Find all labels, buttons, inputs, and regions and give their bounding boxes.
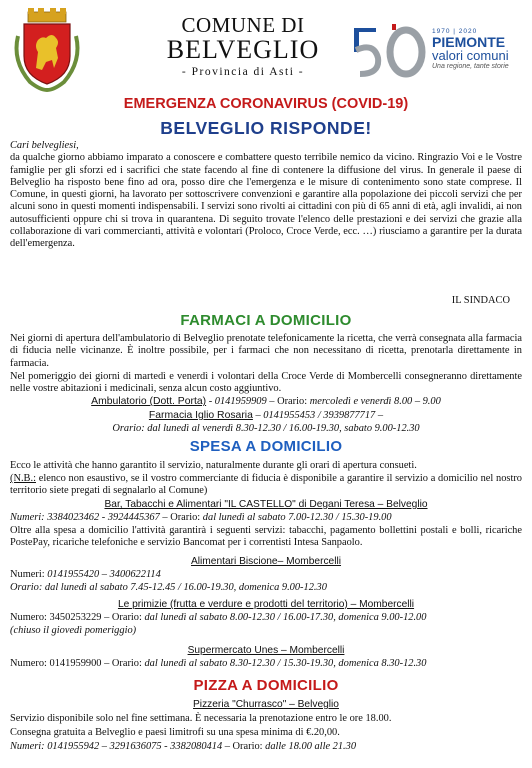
piemonte-tagline: Una regione, tante storie	[432, 63, 509, 70]
pizza-paragraph-1: Servizio disponibile solo nel fine settimana. È necessaria la prenotazione entro le ore 18.00.	[10, 713, 392, 724]
store-unes-line: Numero: 0141959900 – Orario:	[10, 658, 145, 669]
nb-label: (N.B.:	[10, 473, 36, 484]
pizzeria-name: Pizzeria "Churrasco" – Belveglio	[193, 699, 339, 710]
piemonte-50-logo-icon	[352, 22, 432, 78]
farmacia-phone: – 0141955453 / 3939877717 –	[252, 410, 384, 421]
store-castello-services: Oltre alla spesa a domicilio l'attività garantirà i seguenti servizi: tabacchi, pagamento bollettini postali e bolli, ricariche PostePay, ricariche telefoniche e servizio Bancomat per i correntisti Intesa Sanpaolo.	[10, 525, 522, 549]
store-biscione-name: Alimentari Biscione– Mombercelli	[190, 556, 342, 567]
piemonte-years: 1970 | 2020	[432, 28, 478, 35]
intro-letter	[10, 140, 522, 251]
province-label: - Provincia di Asti -	[181, 66, 305, 78]
municipality-title	[140, 14, 346, 80]
piemonte-subtitle: valori comuni	[432, 48, 509, 63]
responds-heading: BELVEGLIO RISPONDE!	[160, 118, 372, 138]
pizza-contact	[10, 741, 522, 754]
pizza-hours-label: – Orario:	[222, 741, 266, 752]
coat-of-arms-icon	[8, 6, 86, 92]
pizza-numbers: Numeri: 0141955942 – 3291636075 - 3382080414	[10, 741, 223, 752]
signature: IL SINDACO	[451, 295, 510, 306]
spesa-note-text: elenco non esaustivo, se il vostro commerciante di fiducia è disponibile a garantire il servizio a domicilio nel nostro territorio siete pregati di segnalarlo al Comune)	[10, 473, 522, 497]
letter-body: da qualche giorno abbiamo imparato a conoscere e combattere questo terribile nemico da vicino. Ringrazio Voi e le Vostre famiglie per gli sforzi ed i sacrifici che state facendo al fine di contenere la diffusione del virus. In generale il paese di Belveglio ha risposto bene fino ad ora, posso dire che l'emergenza e le misure di contenimento sono state comprese. Il Comune, in questi giorni, ha lavorato per sottoscrivere convenzioni e garantire alla popolazione dei piccoli servizi che per alcuni sono in questi momenti indispensabili. I servizi sono rivolti ai cittadini con più di 65 anni di età, agli invalidi, ai non autosufficienti oppure chi si trova in quarantena. Di seguito trovate l'elenco delle prestazioni e dei servizi che grazie alla collaborazione di vari commercianti, attività e volontari (Proloco, Croce Verde, ecc. …) riusciamo a garantire per la durata dell'emergenza.	[10, 152, 522, 250]
store-castello-numbers: Numeri: 3384023462 - 3924445367	[10, 512, 160, 523]
ambulatorio-line	[10, 396, 522, 409]
comune-label: COMUNE DI	[181, 13, 305, 37]
store-unes-info	[10, 658, 522, 671]
store-biscione-numbers	[10, 569, 522, 582]
farmacia-name: Farmacia Iglio Rosaria	[148, 410, 253, 421]
spesa-note	[10, 473, 522, 498]
spesa-heading: SPESA A DOMICILIO	[189, 438, 343, 455]
store-castello-info	[10, 512, 522, 525]
piemonte-name: PIEMONTE	[432, 34, 506, 50]
store-unes-name: Supermercato Unes – Mombercelli	[187, 645, 345, 656]
letter-greeting: Cari belvegliesi,	[10, 140, 79, 151]
store-primizie-name: Le primizie (frutta e verdure e prodotti del territorio) – Mombercelli	[117, 599, 415, 610]
pizza-paragraph-2: Consegna gratuita a Belveglio e paesi limitrofi su una spesa minima di €.20,00.	[10, 727, 340, 738]
ambulatorio-hours: mercoledì e venerdì 8.00 – 9.00	[309, 396, 441, 407]
ambulatorio-phone: - 0141959909	[206, 396, 267, 407]
town-name: BELVEGLIO	[166, 35, 320, 64]
store-biscione-numbers-value: 0141955420 – 3400622114	[47, 569, 161, 580]
farmaci-paragraph-1: Nei giorni di apertura dell'ambulatorio di Belveglio prenotate telefonicamente la ricetta, che verrà consegnata alla farmacia di fiducia nelle vicinanze. È inoltre possibile, per i farmaci che non necessitano di ricetta, prenotarla direttamente in farmacia.	[10, 333, 522, 369]
piemonte-brand	[432, 28, 530, 70]
emergency-heading: EMERGENZA CORONAVIRUS (COVID-19)	[123, 96, 409, 112]
store-primizie-hours: dal lunedì al sabato 8.00-12.30 / 16.00-17.30, domenica 9.00-12.00	[144, 612, 427, 623]
store-primizie-note: (chiuso il giovedì pomeriggio)	[10, 625, 137, 636]
store-castello-hours: dal lunedì al sabato 7.00-12.30 / 15.30-19.00	[202, 512, 392, 523]
farmacia-hours: Orario: dal lunedì al venerdì 8.30-12.30 / 16.00-19.30, sabato 9.00-12.30	[112, 423, 420, 434]
store-primizie-line: Numero: 3450253229 – Orario:	[10, 612, 145, 623]
store-castello-name: Bar, Tabacchi e Alimentari "IL CASTELLO" di Degani Teresa – Belveglio	[104, 499, 428, 510]
pizza-hours: dalle 18.00 alle 21.30	[265, 741, 357, 752]
farmacia-line	[10, 410, 522, 423]
store-castello-hours-label: – Orario:	[159, 512, 203, 523]
ambulatorio-name: Ambulatorio (Dott. Porta)	[91, 396, 207, 407]
farmaci-paragraph-2: Nel pomeriggio dei giorni di martedì e venerdì i volontari della Croce Verde di Mombercelli consegneranno direttamente nelle vostre abitazioni i medicinali, senza alcun costo aggiuntivo.	[10, 371, 522, 395]
pizza-heading: PIZZA A DOMICILIO	[193, 677, 339, 694]
store-biscione-hours: Orario: dal lunedì al sabato 7.45-12.45 / 16.00-19.30, domenica 9.00-12.30	[10, 582, 327, 593]
farmaci-heading: FARMACI A DOMICILIO	[180, 312, 352, 329]
store-unes-hours: dal lunedì al sabato 8.30-12.30 / 15.30-19.30, domenica 8.30-12.30	[144, 658, 427, 669]
spesa-paragraph-1: Ecco le attività che hanno garantito il servizio, naturalmente durante gli orari di apertura consueti.	[10, 460, 417, 471]
store-primizie-info	[10, 612, 522, 625]
store-biscione-numbers-label: Numeri:	[10, 569, 48, 580]
ambulatorio-hours-label: – Orario:	[266, 396, 310, 407]
